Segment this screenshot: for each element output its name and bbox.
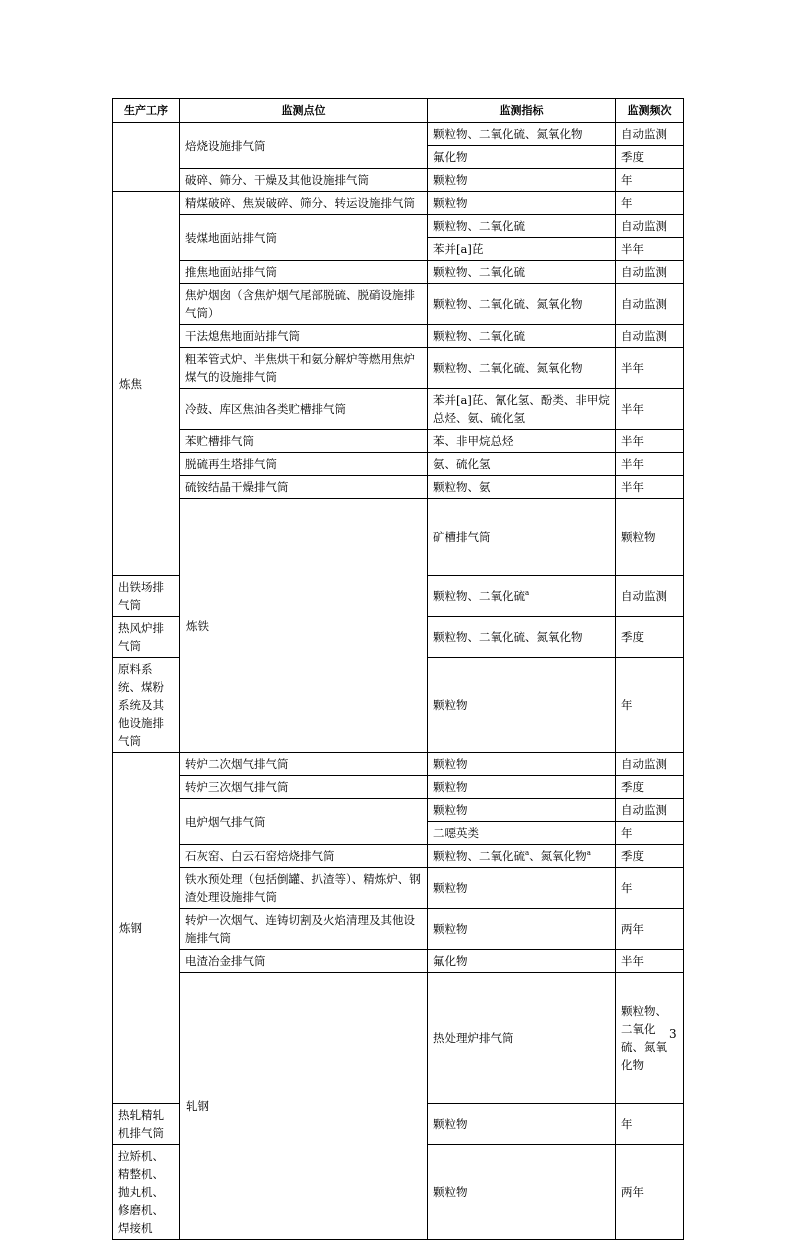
frequency-cell: 自动监测 [616,215,684,238]
indicator-cell: 颗粒物、二氧化硫 [428,215,616,238]
table-row [113,776,684,799]
indicator-cell: 颗粒物、二氧化硫、氮氧化物 [428,348,616,389]
frequency-cell: 季度 [616,776,684,799]
indicator-cell: 颗粒物、二氧化硫、氮氧化物 [428,617,616,658]
point-cell: 破碎、筛分、干燥及其他设施排气筒 [180,169,428,192]
indicator-cell: 颗粒物 [428,1104,616,1145]
process-rolling: 轧钢 [180,973,428,1240]
indicator-cell: 颗粒物 [428,799,616,822]
table-row [113,348,684,389]
frequency-cell: 半年 [616,453,684,476]
table-row [113,284,684,325]
header-indicator: 监测指标 [428,99,616,123]
indicator-cell: 颗粒物 [428,909,616,950]
frequency-cell: 年 [616,868,684,909]
point-cell: 铁水预处理（包括倒罐、扒渣等）、精炼炉、钢渣处理设施排气筒 [180,868,428,909]
point-cell: 转炉二次烟气排气筒 [180,753,428,776]
point-cell: 脱硫再生塔排气筒 [180,453,428,476]
frequency-cell: 自动监测 [616,325,684,348]
frequency-cell: 年 [616,658,684,753]
indicator-cell: 颗粒物、二氧化硫、氮氧化物 [428,284,616,325]
point-cell: 硫铵结晶干燥排气筒 [180,476,428,499]
frequency-cell: 季度 [616,617,684,658]
frequency-cell: 半年 [616,389,684,430]
indicator-cell [428,845,616,868]
point-cell: 推焦地面站排气筒 [180,261,428,284]
frequency-cell: 半年 [616,950,684,973]
header-frequency: 监测频次 [616,99,684,123]
point-cell: 出铁场排气筒 [113,576,180,617]
frequency-cell: 自动监测 [616,284,684,325]
point-cell: 干法熄焦地面站排气筒 [180,325,428,348]
indicator-cell: 苯并[a]芘 [428,238,616,261]
footnote-a: a [525,849,530,857]
frequency-cell: 季度 [616,146,684,169]
process-coking: 炼焦 [113,192,180,576]
table-row [113,215,684,238]
frequency-cell: 自动监测 [616,576,684,617]
footnote-a: a [525,589,530,597]
point-cell: 转炉一次烟气、连铸切割及火焰清理及其他设施排气筒 [180,909,428,950]
table-row [113,261,684,284]
table-row [113,499,684,576]
frequency-cell: 自动监测 [616,753,684,776]
table-row [113,476,684,499]
table-row [113,909,684,950]
table-row [113,192,684,215]
table-header-row [113,99,684,123]
indicator-cell: 氟化物 [428,146,616,169]
point-cell: 热轧精轧机排气筒 [113,1104,180,1145]
frequency-cell: 年 [616,192,684,215]
process-steelmaking: 炼钢 [113,753,180,1104]
indicator-cell: 颗粒物、二氧化硫 [428,261,616,284]
page-number: 3 [669,1027,677,1041]
point-cell: 热风炉排气筒 [113,617,180,658]
point-cell: 石灰窑、白云石窑焙烧排气筒 [180,845,428,868]
indicator-cell: 颗粒物、氨 [428,476,616,499]
header-process: 生产工序 [113,99,180,123]
frequency-cell: 年 [616,169,684,192]
point-cell: 苯贮槽排气筒 [180,430,428,453]
frequency-cell: 自动监测 [616,799,684,822]
table-row [113,325,684,348]
frequency-cell: 自动监测 [616,123,684,146]
indicator-cell: 二噁英类 [428,822,616,845]
monitoring-table [112,98,684,1240]
frequency-cell: 半年 [616,430,684,453]
header-point: 监测点位 [180,99,428,123]
point-cell: 装煤地面站排气筒 [180,215,428,261]
table-row [113,868,684,909]
table-row [113,169,684,192]
indicator-text: 颗粒物、二氧化硫 [433,589,525,603]
frequency-cell: 两年 [616,909,684,950]
table-row [113,123,684,146]
frequency-cell: 半年 [616,348,684,389]
indicator-cell: 苯并[a]芘、氰化氢、酚类、非甲烷总烃、氨、硫化氢 [428,389,616,430]
footnote-a: a [586,849,591,857]
indicator-text: 颗粒物、二氧化硫 [433,849,525,863]
point-cell: 转炉三次烟气排气筒 [180,776,428,799]
point-cell: 电炉烟气排气筒 [180,799,428,845]
point-cell: 精煤破碎、焦炭破碎、筛分、转运设施排气筒 [180,192,428,215]
table-row [113,753,684,776]
frequency-cell: 年 [616,1104,684,1145]
point-cell: 焦炉烟囱（含焦炉烟气尾部脱硫、脱硝设施排气筒） [180,284,428,325]
point-cell: 原料系统、煤粉系统及其他设施排气筒 [113,658,180,753]
indicator-cell: 颗粒物 [428,658,616,753]
indicator-cell: 颗粒物 [428,753,616,776]
table-row [113,950,684,973]
table-row [113,973,684,1104]
point-cell: 热处理炉排气筒 [428,973,616,1104]
indicator-cell: 颗粒物 [428,192,616,215]
point-cell: 焙烧设施排气筒 [180,123,428,169]
point-cell: 矿槽排气筒 [428,499,616,576]
indicator-cell: 氨、硫化氢 [428,453,616,476]
frequency-cell: 两年 [616,1145,684,1240]
table-row [113,845,684,868]
indicator-cell: 颗粒物 [428,868,616,909]
point-cell: 拉矫机、精整机、抛丸机、修磨机、焊接机 [113,1145,180,1240]
indicator-cell: 颗粒物 [428,776,616,799]
table-row [113,430,684,453]
table-row [113,389,684,430]
frequency-cell: 季度 [616,845,684,868]
table-row [113,799,684,822]
point-cell: 粗苯管式炉、半焦烘干和氨分解炉等燃用焦炉煤气的设施排气筒 [180,348,428,389]
point-cell: 电渣冶金排气筒 [180,950,428,973]
table-row [113,453,684,476]
frequency-cell: 年 [616,822,684,845]
indicator-cell: 颗粒物 [616,499,684,576]
indicator-cell: 氟化物 [428,950,616,973]
point-cell: 冷鼓、库区焦油各类贮槽排气筒 [180,389,428,430]
process-cell [113,123,180,192]
indicator-text: 、氮氧化物 [529,849,587,863]
process-ironmaking: 炼铁 [180,499,428,753]
indicator-cell: 苯、非甲烷总烃 [428,430,616,453]
indicator-cell: 颗粒物、二氧化硫、氮氧化物 [616,973,684,1104]
indicator-cell: 颗粒物、二氧化硫、氮氧化物 [428,123,616,146]
indicator-cell [428,576,616,617]
frequency-cell: 半年 [616,476,684,499]
indicator-cell: 颗粒物 [428,1145,616,1240]
indicator-cell: 颗粒物、二氧化硫 [428,325,616,348]
frequency-cell: 自动监测 [616,261,684,284]
indicator-cell: 颗粒物 [428,169,616,192]
frequency-cell: 半年 [616,238,684,261]
